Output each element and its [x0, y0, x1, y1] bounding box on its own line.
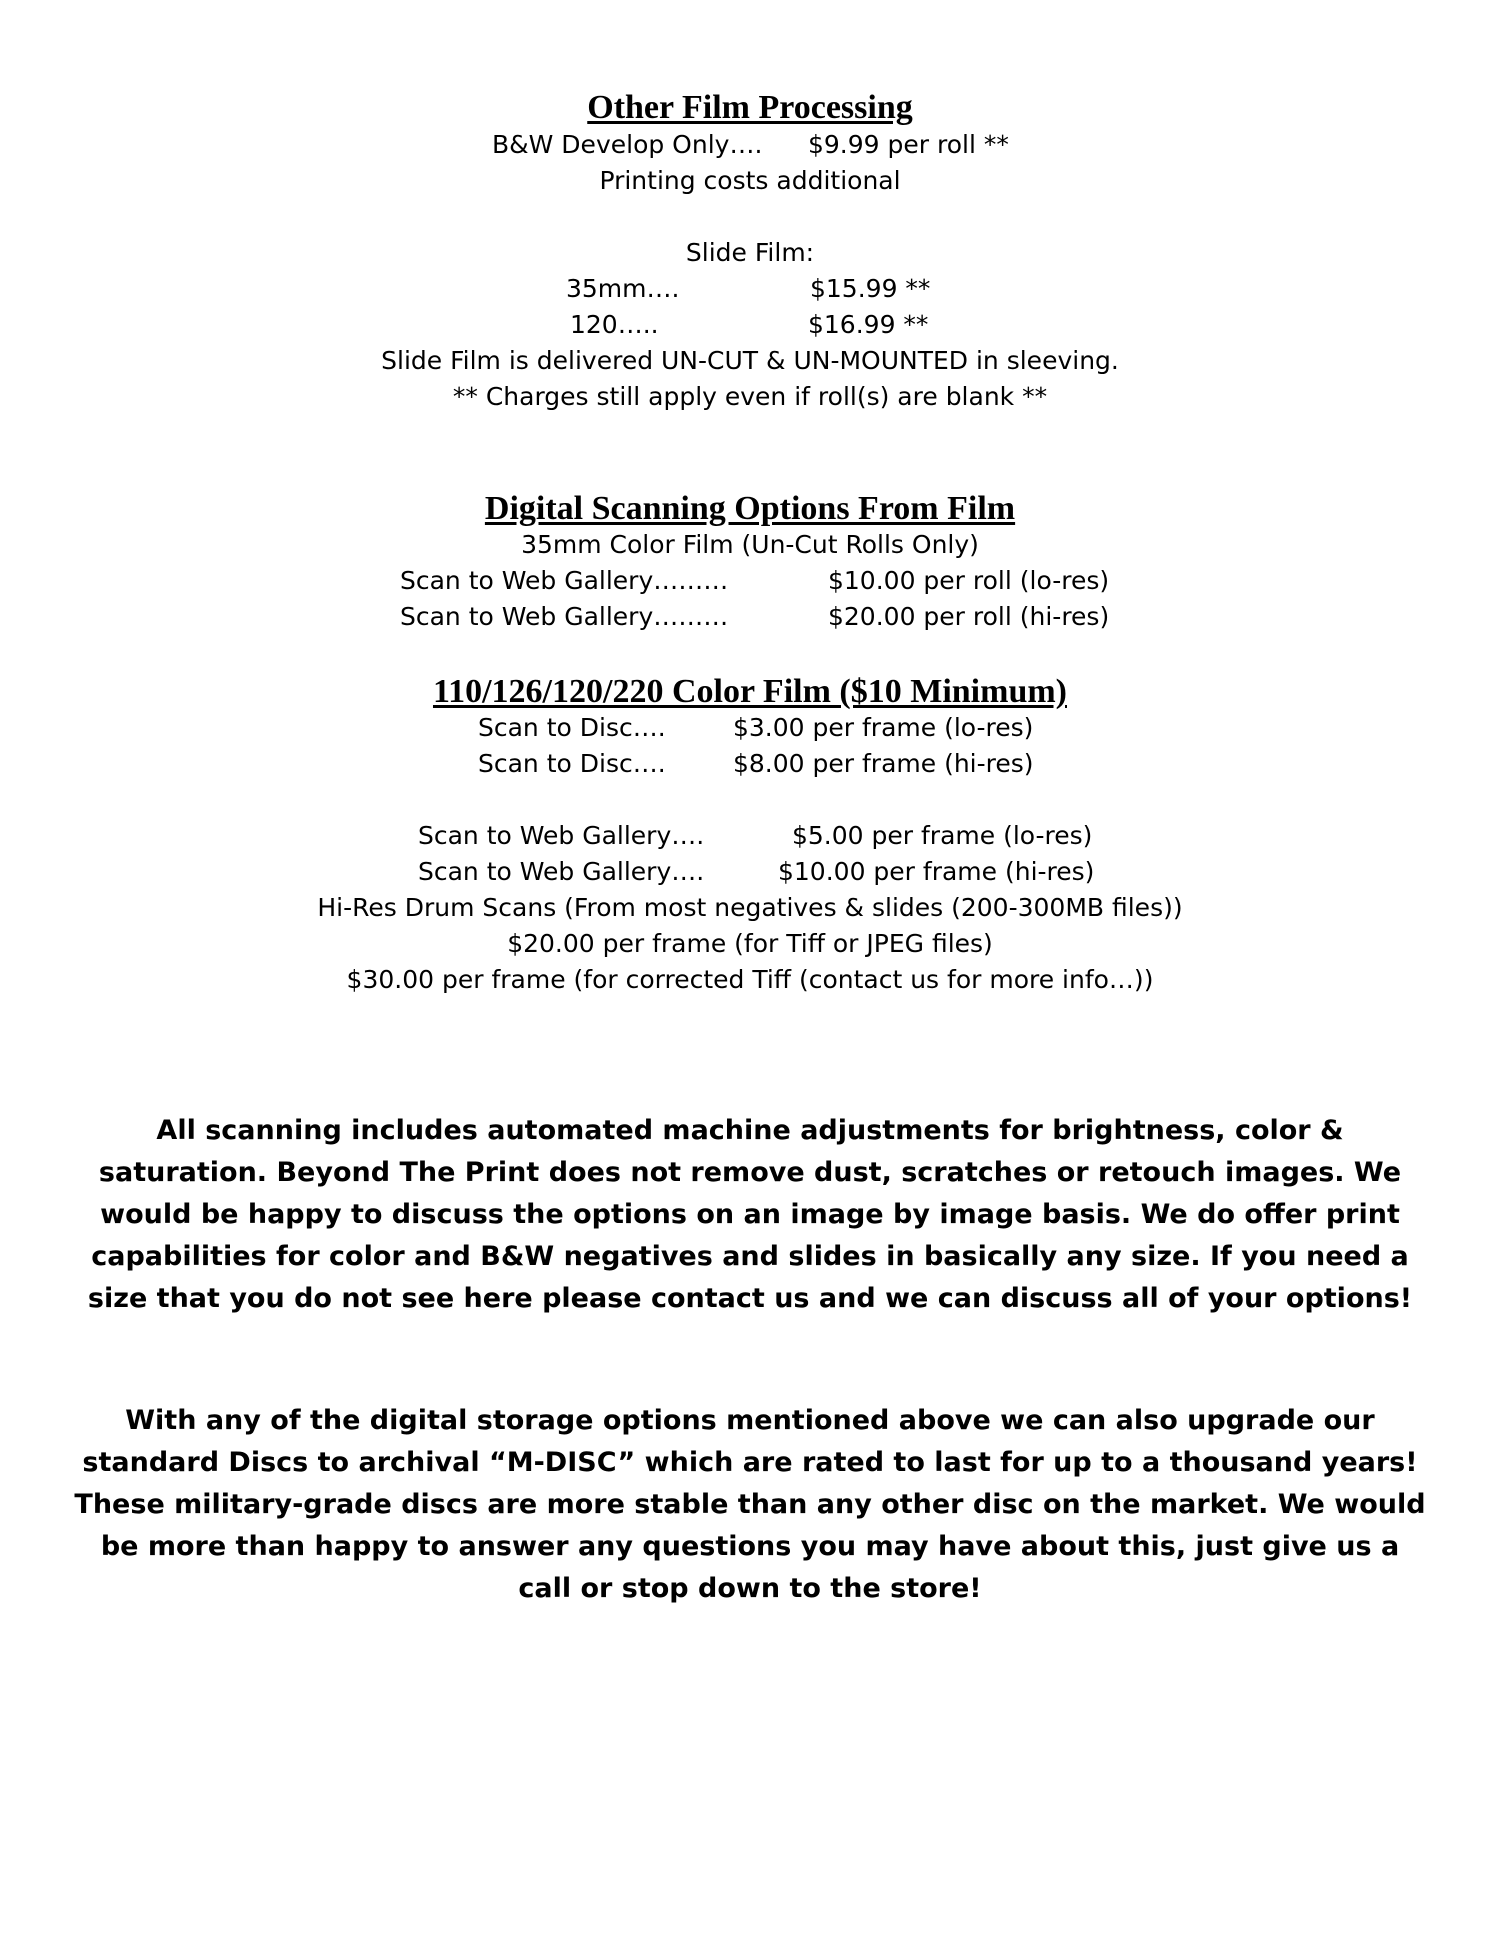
web-gallery-lores-label: Scan to Web Gallery……… — [400, 566, 729, 595]
disc-hires-price: $8.00 per frame (hi-res) — [733, 749, 1034, 778]
web-gallery-hires-label: Scan to Web Gallery……… — [400, 602, 729, 631]
drum-scan-price-corrected: $30.00 per frame (for corrected Tiff (contact us for more info…)) — [346, 965, 1154, 994]
digital-scanning-heading: Digital Scanning Options From Film — [484, 490, 1016, 527]
slide-delivery-note: Slide Film is delivered UN-CUT & UN-MOUNTED in sleeving. — [381, 346, 1119, 375]
35mm-scan-subheading: 35mm Color Film (Un-Cut Rolls Only) — [521, 530, 979, 559]
disc-lores-label: Scan to Disc…. — [478, 713, 666, 742]
frame-web-lores-label: Scan to Web Gallery…. — [418, 821, 705, 850]
drum-scan-price-standard: $20.00 per frame (for Tiff or JPEG files) — [507, 929, 993, 958]
web-gallery-lores-price: $10.00 per roll (lo-res) — [828, 566, 1110, 595]
other-film-heading: Other Film Processing — [587, 89, 913, 126]
disc-lores-price: $3.00 per frame (lo-res) — [733, 713, 1034, 742]
bw-develop-price: $9.99 per roll ** — [808, 130, 1009, 159]
slide-120-price: $16.99 ** — [808, 310, 929, 339]
disc-hires-label: Scan to Disc…. — [478, 749, 666, 778]
frame-web-hires-label: Scan to Web Gallery…. — [418, 857, 705, 886]
bw-develop-label: B&W Develop Only…. — [492, 130, 763, 159]
slide-film-heading: Slide Film: — [685, 238, 815, 267]
scanning-info-paragraph: All scanning includes automated machine adjustments for brightness, color & saturation. Beyond The Print does not remove dust, scratches or retouch images. We would be happy to discuss the options on an image by image basis. We do offer print capabilities for color and B&W negatives and slides in basically any size. If you need a size that you do not see here please contact us and we can discuss all of your options! — [87, 1115, 1413, 1314]
frame-web-hires-price: $10.00 per frame (hi-res) — [778, 857, 1095, 886]
frame-web-lores-price: $5.00 per frame (lo-res) — [792, 821, 1093, 850]
drum-scan-heading: Hi-Res Drum Scans (From most negatives & slides (200-300MB files)) — [317, 893, 1183, 922]
blank-roll-note: ** Charges still apply even if roll(s) are blank ** — [452, 382, 1048, 411]
slide-35mm-label: 35mm…. — [566, 274, 680, 303]
mdisc-info-paragraph: With any of the digital storage options mentioned above we can also upgrade our standard Discs to archival “M-DISC” which are rated to last for up to a thousand years! These military-grade discs are more stable than any other disc on the market. We would be more than happy to answer any questions you may have about this, just give us a call or stop down to the store! — [74, 1405, 1426, 1604]
medium-format-heading: 110/126/120/220 Color Film ($10 Minimum) — [432, 673, 1067, 710]
slide-120-label: 120….. — [570, 310, 659, 339]
web-gallery-hires-price: $20.00 per roll (hi-res) — [828, 602, 1110, 631]
slide-35mm-price: $15.99 ** — [810, 274, 931, 303]
printing-note: Printing costs additional — [599, 166, 901, 195]
